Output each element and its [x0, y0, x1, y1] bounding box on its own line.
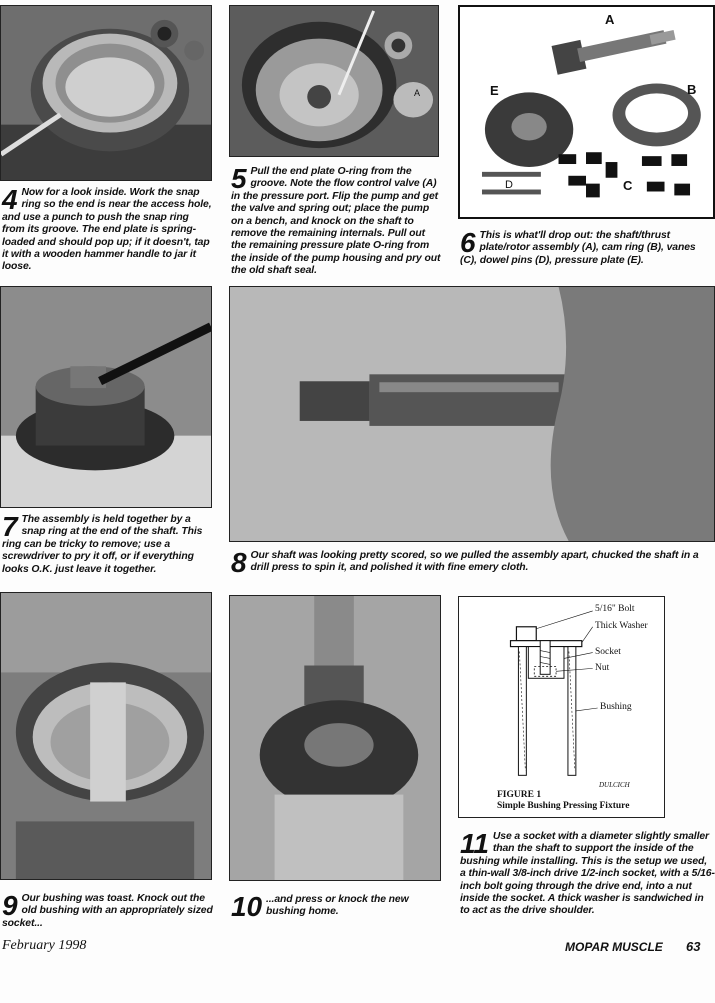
- caption-text: Pull the end plate O-ring from the groove. Note the flow control valve (A) in the pressure port. Flip the pump and get the valve and spring out; place the pump on a bench, and knock on the shaft to remove the remaining internals. Pull out the remaining pressure plate O-ring from the inside of the pump housing and pry out the old shaft seal.: [231, 166, 441, 277]
- label-washer: Thick Washer: [595, 621, 648, 631]
- label-nut: Nut: [595, 663, 610, 673]
- photo-snap-ring: [0, 5, 212, 181]
- caption-number: 8: [231, 547, 247, 578]
- part-label-b: B: [687, 82, 697, 97]
- caption-number: 9: [2, 890, 18, 921]
- label-socket: Socket: [595, 647, 621, 657]
- caption-11: [460, 828, 715, 918]
- photo-polished-shaft: [229, 286, 715, 542]
- page-number: 63: [686, 939, 701, 954]
- label-bushing: Bushing: [600, 702, 632, 712]
- caption-number: 6: [460, 227, 476, 258]
- photo-end-plate: [229, 5, 439, 157]
- caption-10: [231, 891, 443, 922]
- figure-1-diagram: [458, 596, 665, 818]
- part-label-e: E: [490, 83, 499, 98]
- caption-text: Our shaft was looking pretty scored, so we pulled the assembly apart, chucked the shaft in a drill press to spin it, and polished it with fine emery cloth.: [250, 550, 699, 574]
- caption-number: 5: [231, 163, 247, 194]
- caption-6: [460, 227, 712, 267]
- magazine-name: MOPAR MUSCLE: [565, 940, 663, 954]
- part-label-d: D: [505, 179, 513, 191]
- caption-5: [231, 163, 443, 278]
- flow-valve-label: A: [414, 88, 421, 98]
- caption-number: 10: [231, 891, 262, 922]
- issue-date: February 1998: [2, 938, 87, 953]
- caption-number: 4: [2, 184, 18, 215]
- photo-assembly-snap-ring: [0, 286, 212, 508]
- photo-parts-layout: [458, 5, 715, 219]
- caption-9: [2, 890, 214, 930]
- caption-text: The assembly is held together by a snap ring at the end of the shaft. This ring can be tricky to remove; use a screwdriver to pry it off, or if everything looks O.K. just leave it together.: [2, 514, 203, 575]
- illustrator-signature: DULCICH: [599, 781, 630, 789]
- caption-number: 11: [460, 828, 489, 859]
- caption-text: Our bushing was toast. Knock out the old bushing with an appropriately sized socket...: [2, 893, 213, 929]
- part-label-a: A: [605, 12, 615, 27]
- caption-text: ...and press or knock the new bushing home.: [265, 894, 409, 918]
- caption-text: Now for a look inside. Work the snap ring so the end is near the access hole, and use a punch to push the snap ring from its groove. The end plate is spring-loaded and should pop up; if it doesn't, tap it with a wooden hammer handle to jar it loose.: [2, 187, 212, 273]
- caption-4: [2, 184, 212, 274]
- figure-subtitle: Simple Bushing Pressing Fixture: [497, 801, 630, 811]
- caption-text: This is what'll drop out: the shaft/thrust plate/rotor assembly (A), cam ring (B), vanes (C), dowel pins (D), pressure plate (E).: [460, 230, 696, 266]
- photo-old-bushing: [0, 592, 212, 880]
- caption-8: [231, 547, 715, 578]
- caption-text: Use a socket with a diameter slightly smaller than the shaft to support the inside of the bushing while installing. This is the setup we used, a thin-wall 3/8-inch drive 1/2-inch socket, with a 5/16-inch bolt going through the drive end, into a nut inside the socket. A thick washer is sandwiched in to act as the drive shoulder.: [460, 831, 715, 917]
- shaft-assembly-shape: [552, 20, 678, 74]
- caption-7: [2, 511, 214, 576]
- part-label-c: C: [623, 178, 633, 193]
- photo-new-bushing: [229, 595, 441, 881]
- figure-title: FIGURE 1: [497, 790, 542, 800]
- label-bolt: 5/16" Bolt: [595, 604, 635, 614]
- caption-number: 7: [2, 511, 18, 542]
